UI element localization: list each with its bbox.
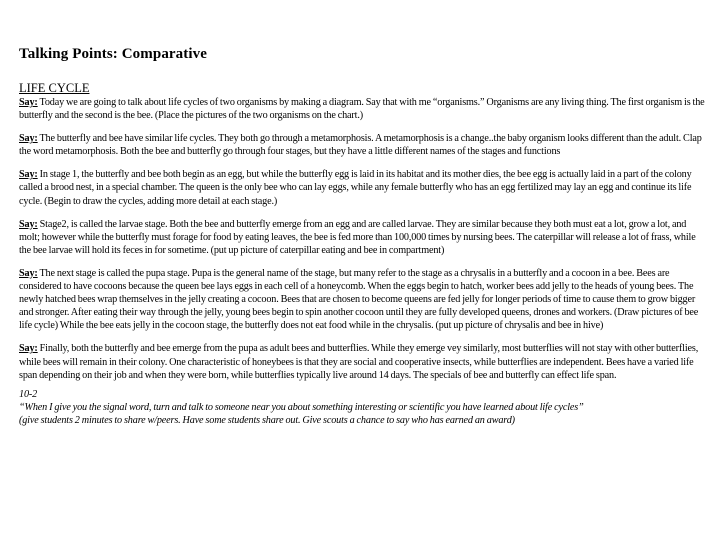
say-label: Say:: [19, 267, 38, 279]
say-label: Say:: [19, 343, 38, 355]
paragraph-stage-2: [19, 218, 705, 257]
say-label: Say:: [19, 97, 38, 108]
paragraph-text: Today we are going to talk about life cycles of two organisms by making a diagram. Say that with me “organisms.” Organisms are any living thing. The first organism is the butterfly and the second is the bee. (Place the pictures of the two organisms on the chart.): [19, 97, 705, 122]
say-label: Say:: [19, 169, 38, 181]
paragraph-text: The butterfly and bee have similar life cycles. They both go through a metamorphosis. A metamorphosis is a change..the baby organism looks different than the adult. Clap the word metamorphosis. Both the bee and butterfly go through four stages, but they have a little different names of the stages and functions: [19, 133, 702, 158]
say-label: Say:: [19, 218, 38, 230]
paragraph-metamorphosis: [19, 132, 705, 158]
closing-activity: [19, 388, 705, 427]
paragraph-stage-1: [19, 168, 705, 207]
page-title: Talking Points: Comparative: [19, 46, 207, 62]
paragraph-adult-stage: [19, 342, 705, 381]
talking-points-body: [19, 96, 705, 427]
paragraph-text: Stage2, is called the larvae stage. Both the bee and butterfly emerge from an egg and are called larvae. They are similar because they both must eat a lot, grow a lot, and molt; however while the butterfly must forage for food by eating leaves, the bee is fed more than 100,000 times by nursing bees. The caterpillar will release a lot of frass, while the bee larvae will hold its feces in for sometime. (put up picture of caterpillar eating and bee in compartment): [19, 218, 696, 256]
closing-code: 10-2: [19, 388, 38, 400]
section-heading: LIFE CYCLE: [19, 81, 90, 95]
closing-quote: “When I give you the signal word, turn and talk to someone near you about something interesting or scientific you have learned about life cycles”: [19, 401, 584, 413]
paragraph-text: In stage 1, the butterfly and bee both begin as an egg, but while the butterfly egg is laid in its habitat and its mother dies, the bee egg is actually laid in a part of the colony called a brood nest, in a special chamber. The queen is the only bee who can lay eggs, while any female butterfly who has an egg fertilized may lay an egg and continue its life cycle. (Begin to draw the cycles, adding more detail at each stage.): [19, 169, 692, 207]
paragraph-pupa-stage: [19, 267, 705, 332]
paragraph-text: The next stage is called the pupa stage. Pupa is the general name of the stage, but many refer to the stage as a chrysalis in a butterfly and a cocoon in a bee. Bees are considered to have cocoons because the queen bee lays eggs in each cell of a honeycomb. When the eggs begin to hatch, worker bees add jelly to the heads of young bees. The newly hatched bees wrap themselves in the jelly creating a cocoon. Bees that are chosen to become queens are fed jelly for longer periods of time to cause them to grow bigger and stronger. After eating their way through the jelly, young bees begin to spin another cocoon until they are fully developed queens, drones and workers. (Draw pictures of bee life cycle) While the bee eats jelly in the cocoon stage, the butterfly does not eat food while in the chrysalis. (put up picture of chrysalis and bee in hive): [19, 267, 699, 332]
paragraph-text: Finally, both the butterfly and bee emerge from the pupa as adult bees and butterflies. While they emerge vey similarly, most butterflies will not stay with other butterflies, while bees will remain in their colony. One characteristic of honeybees is that they are social and cooperative insects, while butterflies are independent. Bees have a varied life span depending on their job and when they were born, while butterflies typically live around 14 days. The specials of bee and butterfly can effect life span.: [19, 343, 699, 381]
closing-instruction: (give students 2 minutes to share w/peers. Have some students share out. Give scouts a chance to say who has earned an award): [19, 414, 515, 426]
say-label: Say:: [19, 133, 38, 145]
paragraph-intro: [19, 96, 705, 122]
